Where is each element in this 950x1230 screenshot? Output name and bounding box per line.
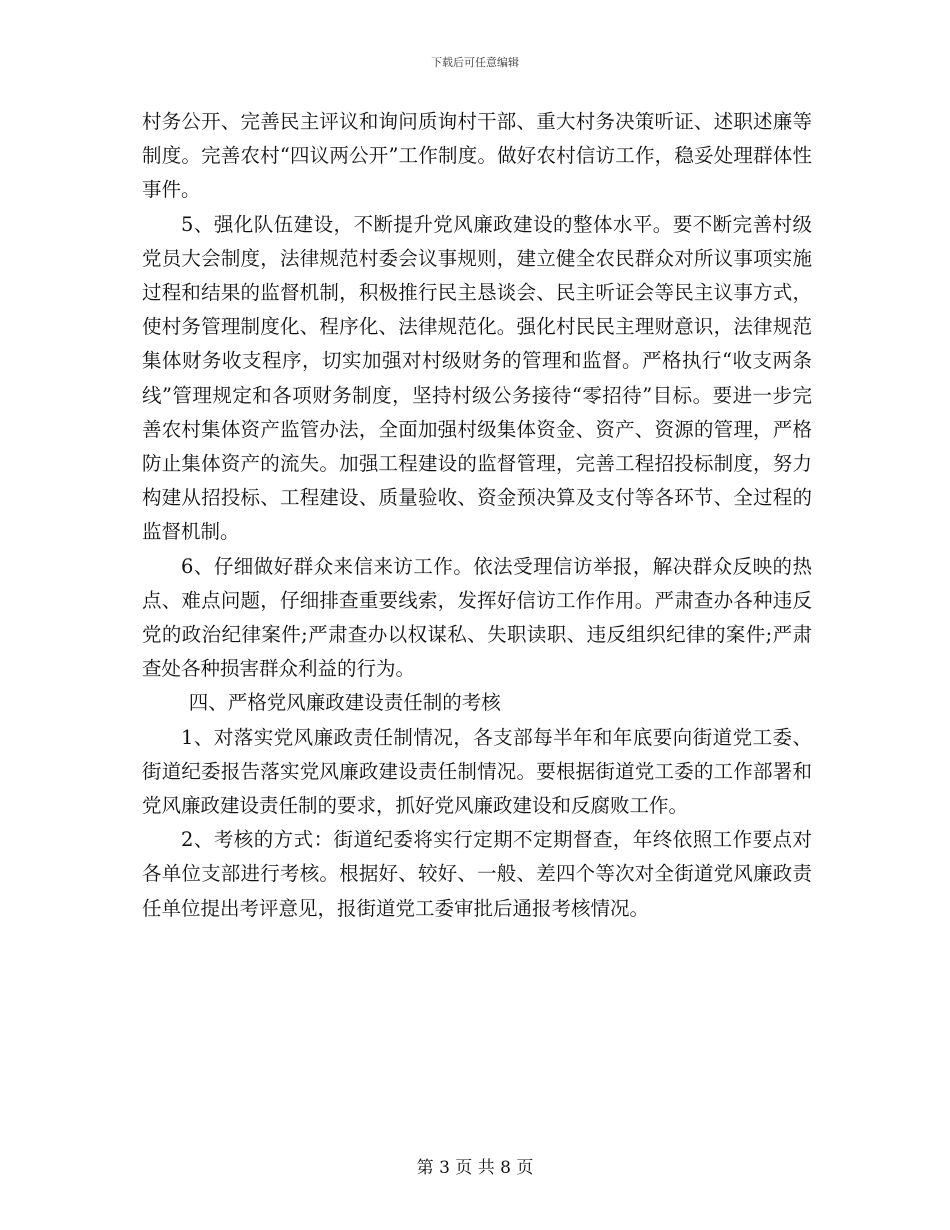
paragraph-item-6: 6、仔细做好群众来信来访工作。依法受理信访举报，解决群众反映的热点、难点问题，仔细排查重要线索，发挥好信访工作作用。严肃查办各种违反党的政治纪律案件;严肃查办以权谋私、失职读职、违反组织纪律的案件;严肃查处各种损害群众利益的行为。: [142, 554, 812, 681]
paragraph-continuation: 村务公开、完善民主评议和询问质询村干部、重大村务决策听证、述职述廉等制度。完善农村“四议两公开”工作制度。做好农村信访工作，稳妥处理群体性事件。: [142, 110, 812, 202]
paragraph-item-1: 1、对落实党风廉政责任制情况，各支部每半年和年底要向街道党工委、街道纪委报告落实党风廉政建设责任制情况。要根据街道党工委的工作部署和党风廉政建设责任制的要求，抓好党风廉政建设和反腐败工作。: [142, 725, 812, 818]
section-heading: 四、严格党风廉政建设责任制的考核: [188, 691, 501, 715]
document-body: [142, 105, 812, 926]
page-number: 第 3 页 共 8 页: [416, 1158, 534, 1178]
paragraph-item-5: 5、强化队伍建设，不断提升党风廉政建设的整体水平。要不断完善村级党员大会制度，法律规范村委会议事规则，建立健全农民群众对所议事项实施过程和结果的监督机制，积极推行民主恳谈会、民主听证会等民主议事方式，使村务管理制度化、程序化、法律规范化。强化村民民主理财意识，法律规范集体财务收支程序，切实加强对村级财务的管理和监督。严格执行“收支两条线”管理规定和各项财务制度，坚持村级公务接待“零招待”目标。要进一步完善农村集体资产监管办法，全面加强村级集体资金、资产、资源的管理，严格防止集体资产的流失。加强工程建设的监督管理，完善工程招投标制度，努力构建从招投标、工程建设、质量验收、资金预决算及支付等各环节、全过程的监督机制。: [142, 212, 812, 544]
paragraph-item-2: 2、考核的方式：街道纪委将实行定期不定期督查，年终依照工作要点对各单位支部进行考核。根据好、较好、一般、差四个等次对全街道党风廉政责任单位提出考评意见，报街道党工委审批后通报考核情况。: [142, 828, 812, 920]
page-header: 下载后可任意编辑: [431, 56, 519, 69]
